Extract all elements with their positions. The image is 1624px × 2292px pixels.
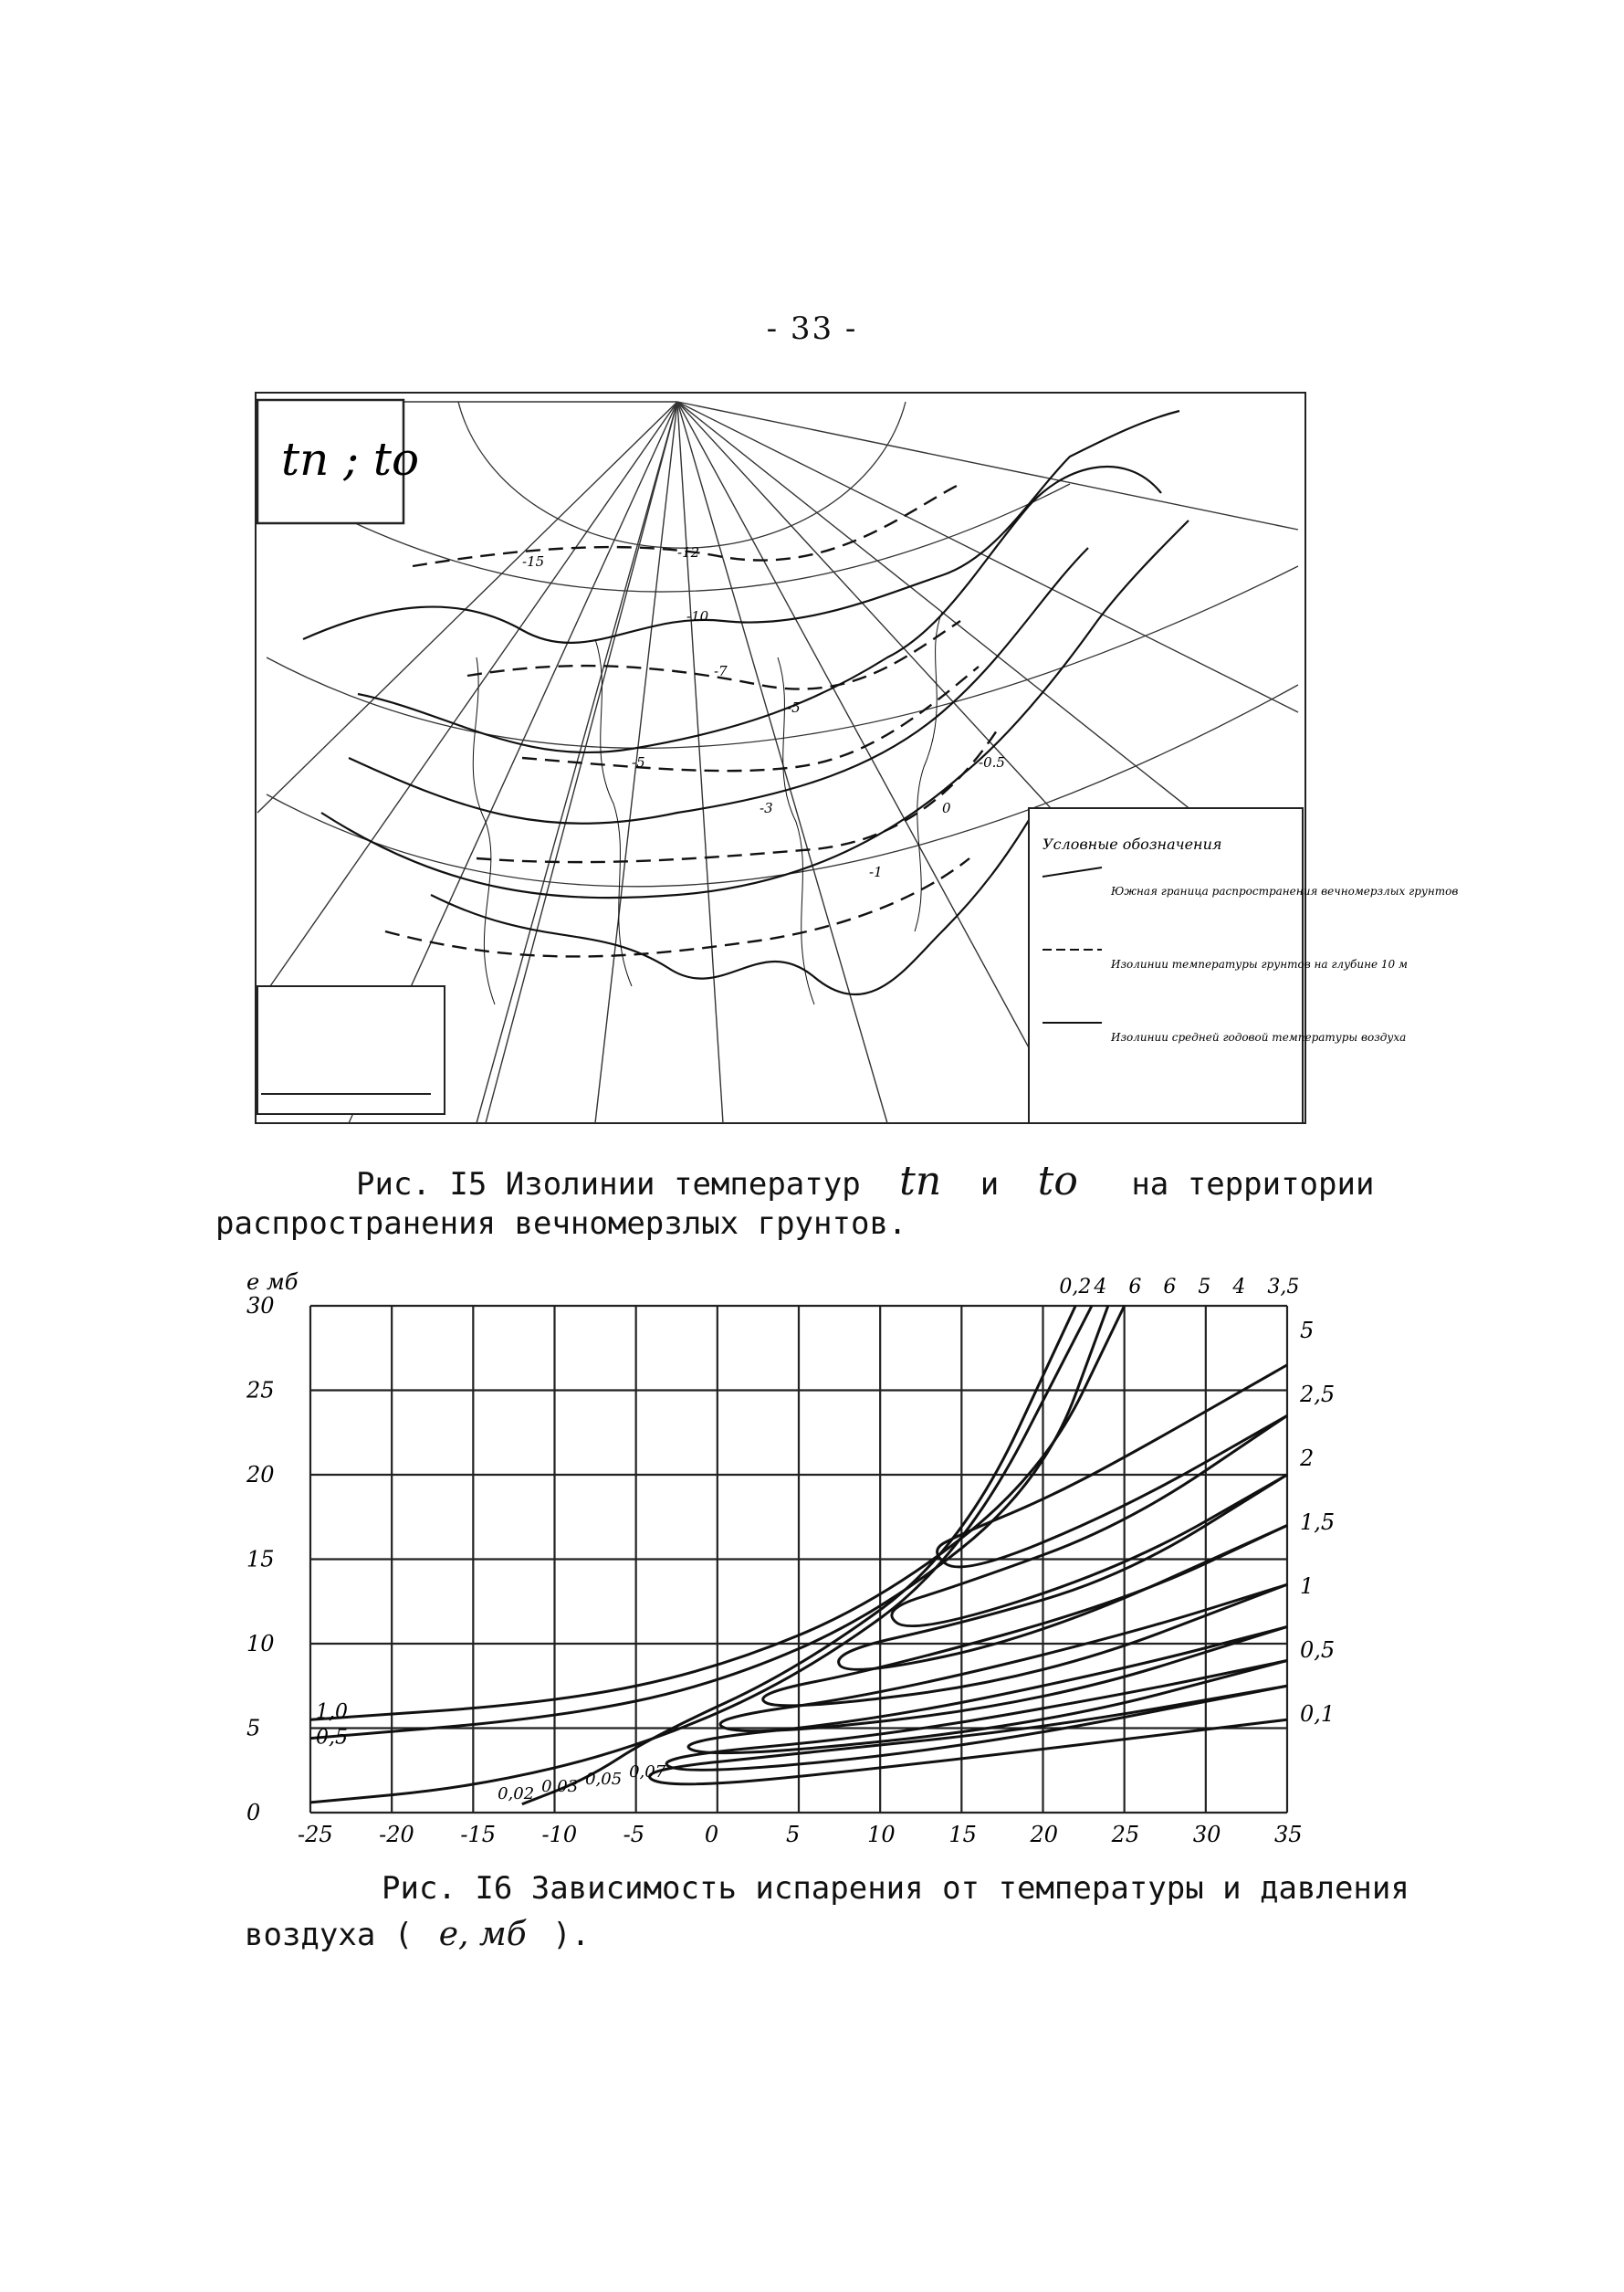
page-number: - 33 - [766,310,858,347]
isoline-label: -1 [869,864,883,880]
y-tick-label: 25 [246,1377,275,1404]
curve-label: 4 [1232,1276,1246,1298]
legend-title: Условные обозначения [1043,836,1222,853]
x-tick-label: -5 [623,1822,645,1847]
figure15-caption-line1 [356,1158,1374,1204]
x-tick-label: 10 [867,1822,896,1847]
curve-label: 0,1 [1300,1701,1336,1727]
x-tick-label: 20 [1030,1822,1059,1847]
permafrost-map [248,384,1459,1132]
y-tick-label: 0 [246,1800,261,1825]
curve-label: 0,07 [629,1762,666,1782]
curve-label: 1,5 [1300,1509,1336,1535]
curve-label: 4 [1094,1276,1107,1298]
caption-text: и [980,1166,1000,1203]
isoline-label: -5 [632,754,645,771]
y-tick-label: 30 [246,1293,275,1319]
figure16-caption-line2 [245,1916,590,1953]
x-tick-label: 15 [948,1822,977,1847]
x-tick-label: 5 [786,1822,801,1847]
isoline-label: -12 [677,544,700,561]
curve-label: 5 [1198,1276,1211,1298]
x-tick-label: -25 [298,1822,333,1847]
curve-label: 2,5 [1300,1382,1336,1407]
legend-item: Изолинии температуры грунтов на глубине 10 м [1111,958,1408,971]
caption-symbol-tn: tп [899,1158,942,1204]
figure16-caption-line1: Рис. I6 Зависимость испарения от температуры и давления [382,1870,1409,1907]
y-axis-label: e мб [246,1269,299,1295]
curve-label: 2 [1300,1446,1315,1471]
x-tick-label: 25 [1111,1822,1140,1847]
curve-label: 0,5 [1300,1637,1336,1663]
chart-curve [839,1475,1287,1669]
figure15-caption-line2: распространения вечномерзлых грунтов. [215,1205,907,1242]
curve-label: 6 [1128,1276,1142,1298]
curve-label: 6 [1163,1276,1177,1298]
isoline-label: 0 [942,800,951,816]
caption-text: ). [552,1917,591,1953]
curve-label: 5 [1300,1318,1315,1343]
caption-text: на территории [1131,1166,1375,1203]
curve-label: 1,0 [316,1700,348,1724]
isoline-label: -10 [686,608,709,625]
map-legend [1029,808,1458,1123]
y-tick-label: 10 [246,1631,275,1656]
caption-symbol-e: e, мб [438,1916,527,1953]
legend-item: Изолинии средней годовой температуры воздуха [1111,1031,1407,1044]
curve-label: 1 [1300,1573,1315,1599]
curve-label: 0,05 [585,1770,623,1790]
isoline-label: -5 [787,699,801,716]
x-tick-label: 0 [704,1822,719,1847]
curve-label: 0,03 [541,1777,579,1797]
chart-curve [666,1661,1287,1771]
evaporation-chart [228,1260,1351,1881]
isoline-label: -0.5 [979,754,1005,771]
caption-text: Рис. I5 Изолинии температур [356,1166,861,1203]
curve-label: 0,5 [316,1726,348,1750]
curve-label: 0,2 [1059,1276,1092,1298]
map-label: tп ; tо [281,433,420,486]
x-tick-label: 30 [1192,1822,1221,1847]
curve-label: 0,02 [498,1784,535,1804]
isoline-label: -15 [522,553,545,570]
x-tick-label: -15 [460,1822,496,1847]
isoline-label: -7 [714,663,728,679]
curve-label: 3,5 [1267,1276,1300,1298]
isoline-label: -3 [760,800,773,816]
legend-item: Южная граница распространения вечномерзлых грунтов [1111,885,1459,898]
chart-curve [938,1365,1287,1567]
x-tick-label: 35 [1274,1822,1303,1847]
y-tick-label: 15 [246,1546,275,1572]
caption-symbol-to: tо [1037,1158,1078,1204]
x-tick-label: -20 [379,1822,414,1847]
x-tick-label: -10 [541,1822,578,1847]
y-tick-label: 20 [246,1462,275,1488]
caption-text: воздуха ( [245,1917,414,1953]
y-tick-label: 5 [246,1715,261,1741]
